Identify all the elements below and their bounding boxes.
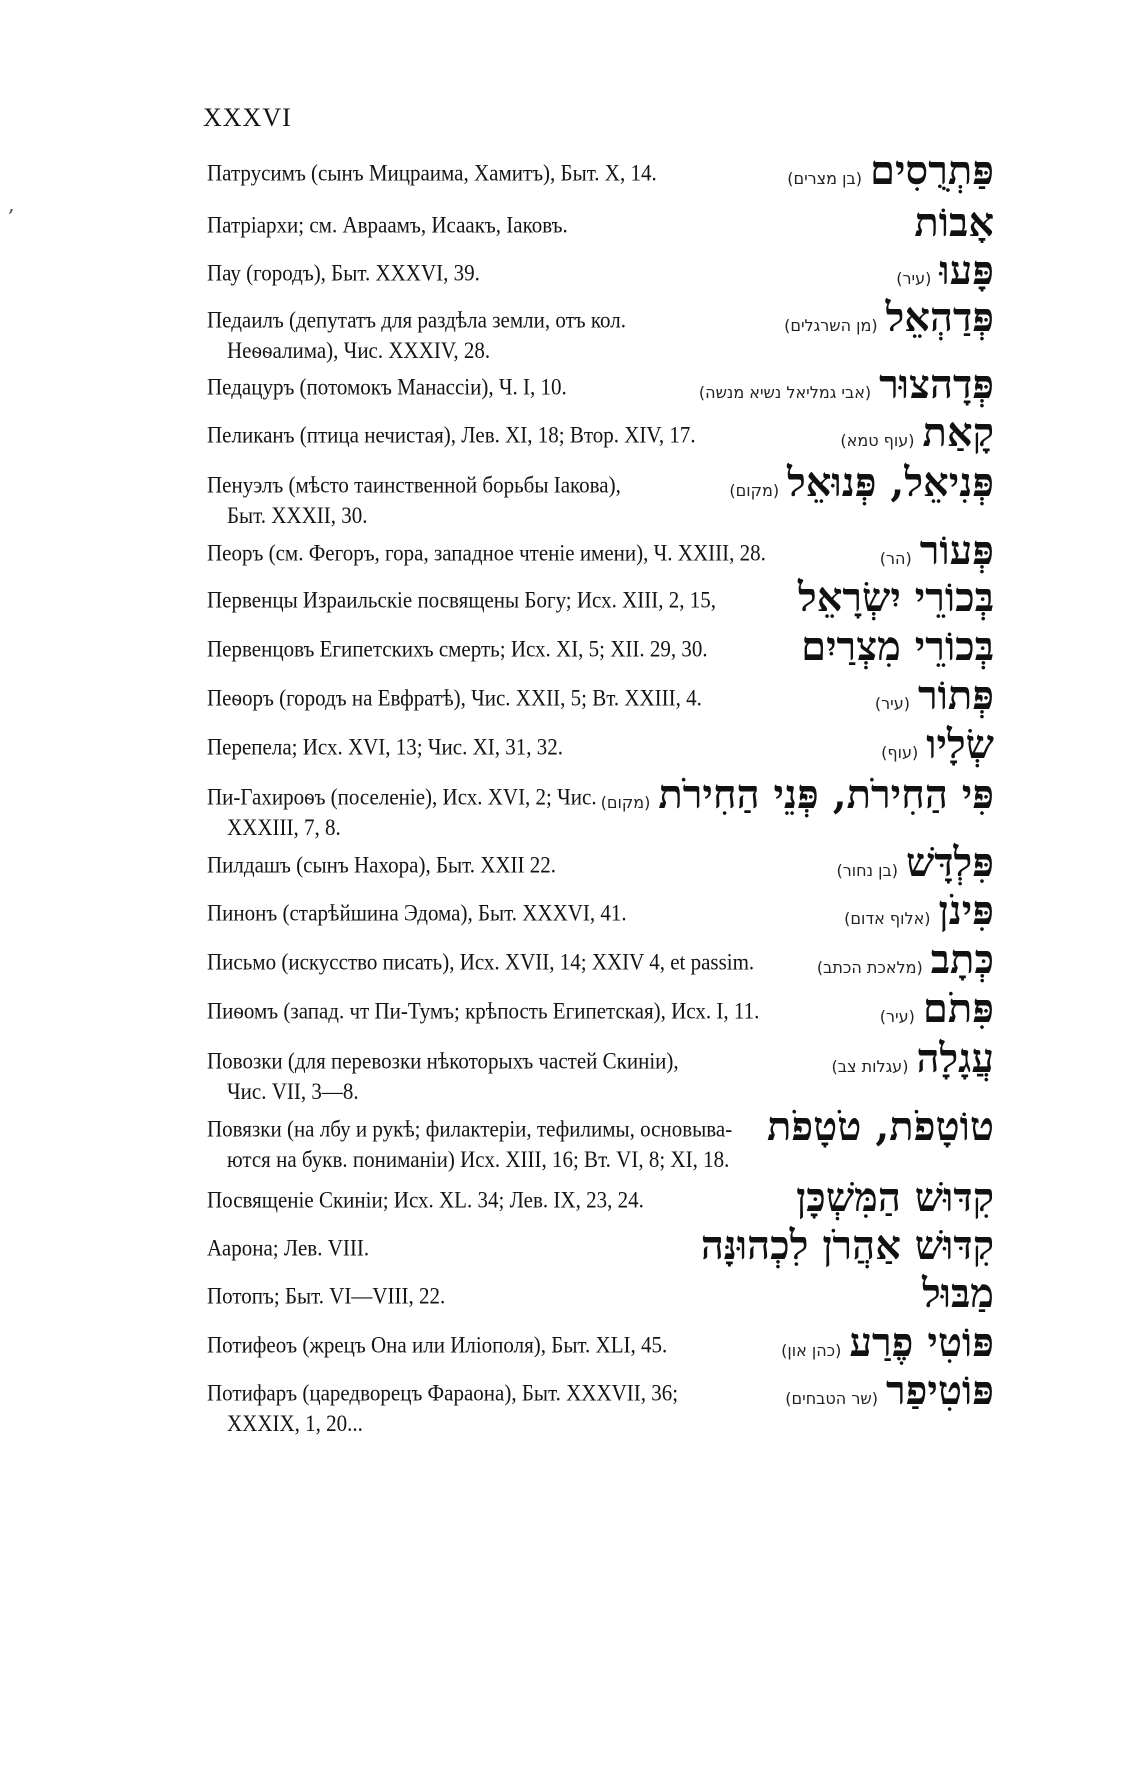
- entry-description: [207, 850, 556, 880]
- hebrew-note: ( עוף טמא ): [840, 431, 914, 450]
- hebrew-note: ( בן מצרים ): [787, 169, 862, 188]
- entry-description: [207, 258, 480, 288]
- hebrew-term: [699, 362, 994, 408]
- entry-description: [207, 372, 567, 402]
- hebrew-term: [837, 840, 994, 886]
- hebrew-note: ( שר הטבחים ): [785, 1389, 878, 1408]
- entry-line-1: Пау (городъ), Быт. XXXVI, 39.: [207, 260, 480, 287]
- entry-description: [207, 1046, 679, 1106]
- hebrew-term: [880, 528, 994, 574]
- hebrew-note: ( מלאכת הכתב ): [817, 958, 923, 977]
- entry-description: [207, 1114, 732, 1174]
- hebrew-term: [781, 1320, 994, 1366]
- entry-description: [207, 158, 657, 188]
- entry-description: [207, 420, 696, 450]
- hebrew-note: ( מקום ): [729, 481, 779, 500]
- hebrew-note: ( עגלות צב ): [832, 1057, 909, 1076]
- hebrew-note: ( עיר ): [896, 269, 931, 288]
- entry-line-1: Первенцы Израильскіе посвящены Богу; Исх. XIII, 2, 15,: [207, 587, 716, 614]
- hebrew-term: [881, 722, 994, 768]
- entry-description: [207, 996, 759, 1026]
- entry-description: [207, 1185, 644, 1215]
- hebrew-term: [880, 986, 994, 1032]
- entry-line-1: Первенцовъ Египетскихъ смерть; Исх. XI, 5; XII. 29, 30.: [207, 636, 708, 663]
- hebrew-term: [798, 575, 994, 621]
- hebrew-term: [922, 1271, 994, 1317]
- hebrew-word: פָּעוּ: [939, 247, 994, 294]
- hebrew-word: כְּתָב: [930, 936, 994, 983]
- hebrew-word: פִּינֹן: [938, 887, 994, 934]
- hebrew-term: [844, 888, 994, 934]
- entry-description: [207, 634, 708, 664]
- entry-line-1: Пилдашъ (сынъ Нахора), Быт. XXII 22.: [207, 852, 557, 879]
- entry-description: [207, 538, 766, 568]
- hebrew-term: [832, 1036, 994, 1082]
- hebrew-note: ( הר ): [880, 549, 912, 568]
- hebrew-word: קִדּוּשׁ אַהֲרֹן לִכְהוּנָּה: [700, 1222, 994, 1269]
- hebrew-word: טוֹטָפֹת, טֹטָפֹת: [766, 1103, 994, 1150]
- hebrew-word: פְּנִיאֵל, פְּנוּאֵל: [787, 459, 994, 506]
- entry-line-1: Пи-Гахироѳъ (поселеніе), Исх. XVI, 2; Чис.: [207, 784, 597, 811]
- hebrew-note: ( אבי גמליאל נשיא מנשה ): [699, 383, 871, 402]
- hebrew-word: פִּי הַחִירֹת, פְּנֵי הַחִירֹת: [658, 771, 994, 818]
- hebrew-term: [840, 410, 994, 456]
- entry-description: [207, 1330, 667, 1360]
- hebrew-term: [784, 295, 994, 341]
- hebrew-word: פַּתְרֻסִים: [869, 147, 994, 194]
- entry-description: [207, 585, 716, 615]
- hebrew-term: [914, 200, 994, 246]
- entry-line-1: Педацуръ (потомокъ Манассіи), Ч. I, 10.: [207, 374, 567, 401]
- entry-line-1: Пенуэлъ (мѣсто таинственной борьбы Іакова),: [207, 472, 621, 499]
- hebrew-term: [817, 937, 994, 983]
- hebrew-note: ( עיר ): [875, 694, 910, 713]
- entry-line-1: Посвященіе Скиніи; Исх. XL. 34; Лев. IX, 23, 24.: [207, 1187, 644, 1214]
- hebrew-word: בְּכוֹרֵי יִשְׂרָאֵל: [798, 574, 994, 621]
- page-number: XXXVI: [203, 103, 292, 132]
- entry-line-1: Повязки (на лбу и рукѣ; филактеріи, тефилимы, основыва-: [207, 1116, 733, 1143]
- entry-description: [207, 947, 754, 977]
- entry-line-1: Патріархи; см. Авраамъ, Исаакъ, Іаковъ.: [207, 212, 568, 239]
- hebrew-word: פִּתֹם: [922, 985, 994, 1032]
- hebrew-note: ( כהן און ): [781, 1341, 841, 1360]
- hebrew-word: פְּדָהצוּר: [879, 361, 994, 408]
- hebrew-term: [601, 772, 994, 818]
- hebrew-word: אָבוֹת: [914, 199, 994, 246]
- hebrew-term: [701, 1223, 994, 1269]
- entry-line-2: XXXIII, 7, 8.: [227, 814, 341, 841]
- entry-description: [207, 683, 702, 713]
- entry-description: [207, 1281, 445, 1311]
- hebrew-word: פִּלְדָּשׁ: [905, 839, 994, 886]
- entry-line-1: Пеоръ (см. Фегоръ, гора, западное чтеніе имени), Ч. XXIII, 28.: [207, 540, 766, 567]
- entry-line-1: Патрусимъ (сынъ Мицраима, Хамитъ), Быт. X, 14.: [207, 160, 657, 187]
- entry-line-1: Аарона; Лев. VIII.: [207, 1235, 370, 1262]
- entry-description: [207, 210, 568, 240]
- entry-description: [207, 782, 597, 842]
- margin-speck: ‚: [8, 192, 15, 216]
- hebrew-note: ( בן נחור ): [837, 861, 898, 880]
- hebrew-note: ( אלוף אדום ): [844, 909, 930, 928]
- entry-line-2: Быт. XXXII, 30.: [227, 502, 368, 529]
- entry-line-2: XXXIX, 1, 20...: [227, 1410, 363, 1437]
- entry-description: [207, 470, 621, 530]
- entry-description: [207, 305, 626, 365]
- hebrew-word: פְּעוֹר: [919, 527, 994, 574]
- hebrew-word: פְּתוֹר: [917, 672, 994, 719]
- hebrew-term: [785, 1368, 994, 1414]
- hebrew-term: [796, 1175, 994, 1221]
- entry-line-2: Неѳѳалима), Чис. XXXIV, 28.: [227, 337, 491, 364]
- hebrew-word: שְׂלָיו: [926, 721, 994, 768]
- hebrew-term: [767, 1104, 994, 1150]
- hebrew-word: קִדּוּשׁ הַמִּשְׁכָּן: [796, 1174, 994, 1221]
- hebrew-term: [729, 460, 994, 506]
- hebrew-word: פּוֹטִיפַר: [885, 1367, 994, 1414]
- entry-description: [207, 1378, 678, 1438]
- hebrew-term: [801, 624, 994, 670]
- entry-line-1: Педаилъ (депутатъ для раздѣла земли, отъ кол.: [207, 307, 626, 334]
- entry-line-1: Перепела; Исх. XVI, 13; Чис. XI, 31, 32.: [207, 734, 563, 761]
- entry-line-1: Потопъ; Быт. VI—VIII, 22.: [207, 1283, 446, 1310]
- entry-line-1: Пинонъ (старѣйшина Эдома), Быт. XXXVI, 41.: [207, 900, 627, 927]
- entry-line-1: Потифеоъ (жрецъ Она или Иліополя), Быт. XLI, 45.: [207, 1332, 668, 1359]
- entry-line-2: ются на букв. пониманіи) Исх. XIII, 16; Вт. VI, 8; XI, 18.: [227, 1146, 730, 1173]
- entry-description: [207, 898, 627, 928]
- hebrew-word: פּוֹטִי פֶרַע: [849, 1319, 994, 1366]
- hebrew-note: ( מן השרגלים ): [784, 316, 878, 335]
- entry-description: [207, 1233, 369, 1263]
- entry-line-1: Повозки (для перевозки нѣкоторыхъ частей Скиніи),: [207, 1048, 679, 1075]
- hebrew-term: [896, 248, 994, 294]
- entry-line-2: Чис. VII, 3—8.: [227, 1078, 359, 1105]
- hebrew-term: [787, 148, 994, 194]
- hebrew-word: מַבּוּל: [922, 1270, 994, 1317]
- entry-line-1: Пиѳомъ (запад. чт Пи-Тумъ; крѣпость Египетская), Исх. I, 11.: [207, 998, 760, 1025]
- hebrew-word: קָאַת: [922, 409, 994, 456]
- hebrew-note: ( מקום ): [601, 793, 651, 812]
- hebrew-word: בְּכוֹרֵי מִצְרַיִם: [801, 623, 994, 670]
- hebrew-word: עֲגָלָה: [916, 1035, 994, 1082]
- hebrew-word: פְּדַהְאֵל: [885, 294, 994, 341]
- entry-line-1: Пеѳоръ (городъ на Евфратѣ), Чис. XXII, 5; Вт. XXIII, 4.: [207, 685, 702, 712]
- hebrew-note: ( עיר ): [880, 1007, 915, 1026]
- entry-line-1: Пеликанъ (птица нечистая), Лев. XI, 18; Втор. XIV, 17.: [207, 422, 696, 449]
- hebrew-note: ( עוף ): [881, 743, 918, 762]
- entry-line-1: Потифаръ (царедворецъ Фараона), Быт. XXXVII, 36;: [207, 1380, 679, 1407]
- hebrew-term: [875, 673, 994, 719]
- entry-description: [207, 732, 563, 762]
- entry-line-1: Письмо (искусство писать), Исх. XVII, 14; XXIV 4, et passim.: [207, 949, 755, 976]
